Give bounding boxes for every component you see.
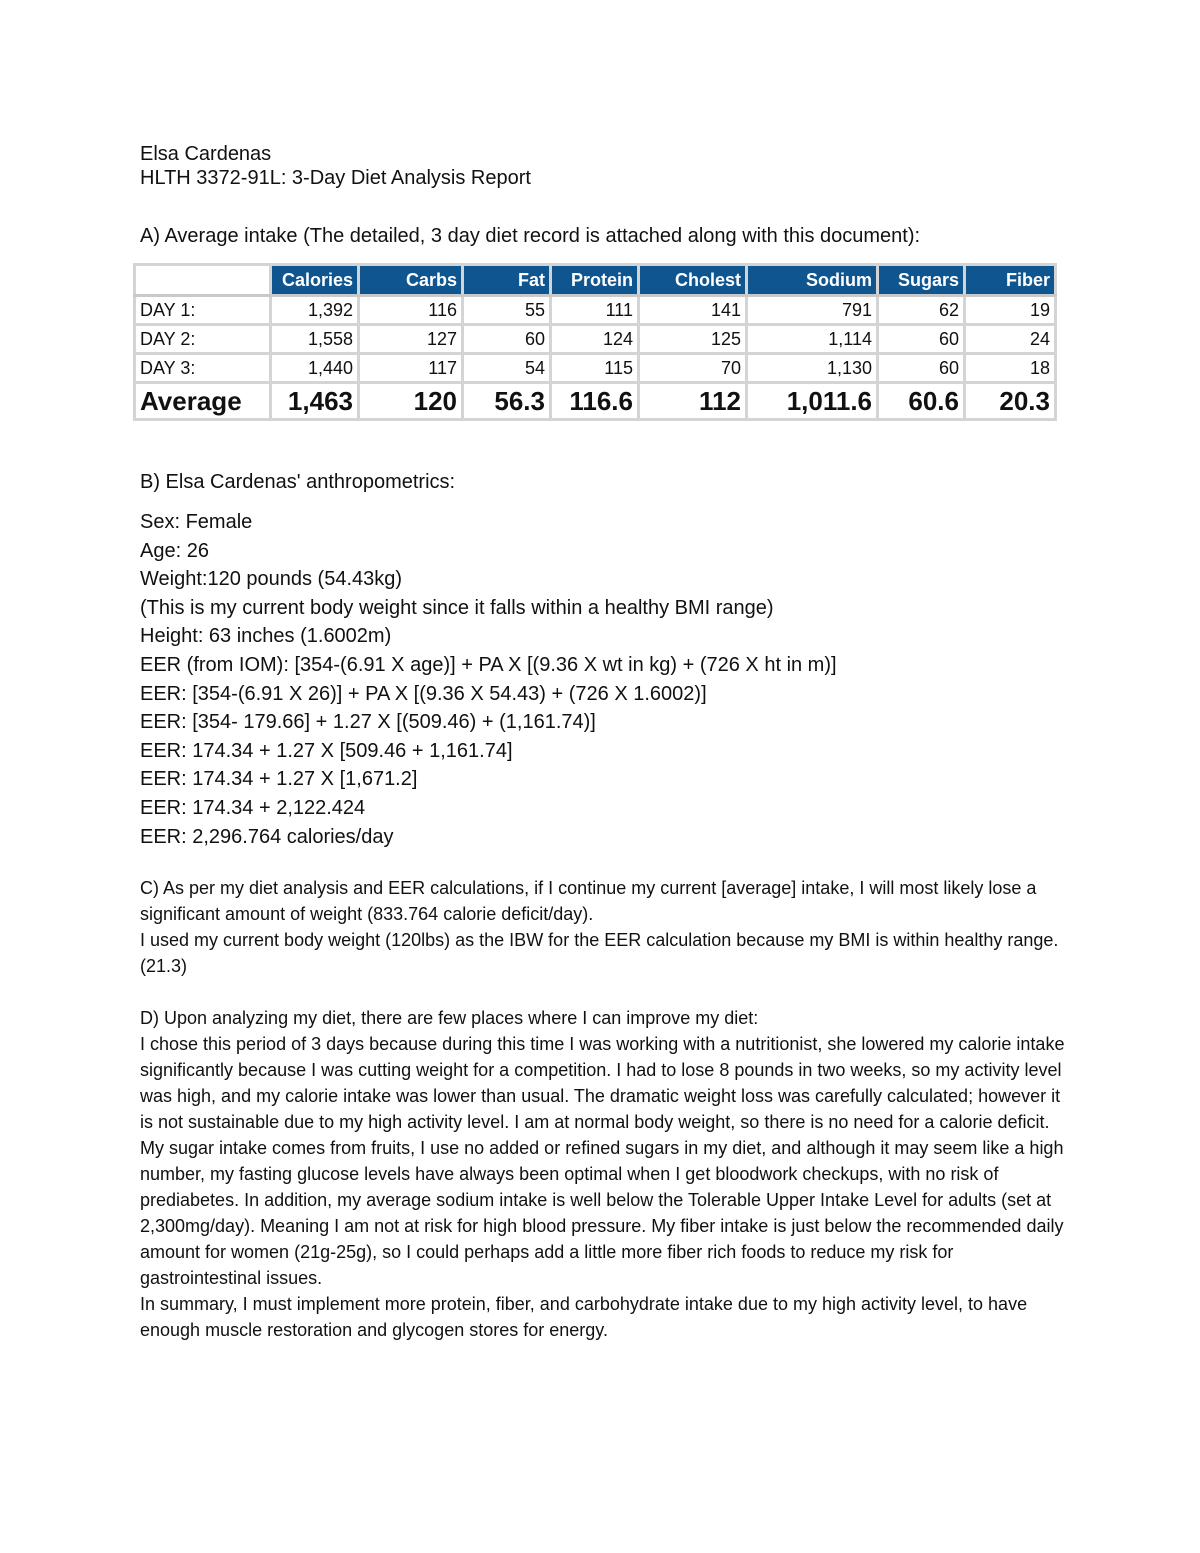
average-cell: 20.3 [965, 383, 1056, 420]
section-c [140, 875, 1070, 979]
section-d [140, 1005, 1070, 1343]
table-cell: 125 [639, 325, 747, 354]
report-title: HLTH 3372-91L: 3-Day Diet Analysis Report [140, 167, 531, 189]
table-cell: 1,558 [271, 325, 359, 354]
row-label: DAY 2: [135, 325, 271, 354]
table-cell: 124 [551, 325, 639, 354]
anthro-line: EER: 2,296.764 calories/day [140, 825, 394, 848]
diet-intake-table [133, 263, 1057, 421]
average-cell: 56.3 [463, 383, 551, 420]
table-cell: 54 [463, 354, 551, 383]
table-cell: 117 [359, 354, 463, 383]
section-c-paragraph: I used my current body weight (120lbs) as the IBW for the EER calculation because my BMI is within healthy range. (21.3) [140, 930, 1059, 976]
table-cell: 1,130 [747, 354, 878, 383]
table-corner-cell [135, 265, 271, 296]
table-cell: 18 [965, 354, 1056, 383]
column-header: Sodium [747, 265, 878, 296]
table-cell: 1,114 [747, 325, 878, 354]
average-cell: 1,011.6 [747, 383, 878, 420]
column-header: Calories [271, 265, 359, 296]
column-header: Fat [463, 265, 551, 296]
table-cell: 1,440 [271, 354, 359, 383]
table-row [135, 296, 1056, 325]
section-d-summary: In summary, I must implement more protein, fiber, and carbohydrate intake due to my high activity level, to have enough muscle restoration and glycogen stores for energy. [140, 1294, 1028, 1340]
anthro-line: EER: 174.34 + 1.27 X [1,671.2] [140, 768, 418, 791]
author-name: Elsa Cardenas [140, 143, 272, 165]
average-cell: 116.6 [551, 383, 639, 420]
table-cell: 111 [551, 296, 639, 325]
table-cell: 24 [965, 325, 1056, 354]
table-row [135, 325, 1056, 354]
section-b-heading: B) Elsa Cardenas' anthropometrics: [140, 471, 456, 493]
column-header: Protein [551, 265, 639, 296]
section-c-paragraph: C) As per my diet analysis and EER calculations, if I continue my current [average] intake, I will most likely lose a significant amount of weight (833.764 calorie deficit/day). [140, 878, 1037, 924]
table-cell: 127 [359, 325, 463, 354]
table-cell: 1,392 [271, 296, 359, 325]
section-a-heading: A) Average intake (The detailed, 3 day diet record is attached along with this document): [140, 225, 921, 247]
row-label: DAY 1: [135, 296, 271, 325]
table-cell: 791 [747, 296, 878, 325]
table-cell: 115 [551, 354, 639, 383]
anthro-line: Sex: Female [140, 511, 253, 533]
table-cell: 19 [965, 296, 1056, 325]
table-row [135, 354, 1056, 383]
anthro-line: EER (from IOM): [354-(6.91 X age)] + PA X [(9.36 X wt in kg) + (726 X ht in m)] [140, 653, 837, 676]
anthro-line: EER: [354- 179.66] + 1.27 X [(509.46) + (1,161.74)] [140, 711, 596, 734]
anthro-line: (This is my current body weight since it falls within a healthy BMI range) [140, 596, 774, 619]
anthro-line: EER: 174.34 + 1.27 X [509.46 + 1,161.74] [140, 739, 513, 762]
column-header: Sugars [878, 265, 965, 296]
anthro-line: Weight:120 pounds (54.43kg) [140, 568, 403, 591]
average-cell: 60.6 [878, 383, 965, 420]
column-header: Cholest [639, 265, 747, 296]
average-cell: 1,463 [271, 383, 359, 420]
section-d-heading: D) Upon analyzing my diet, there are few places where I can improve my diet: [140, 1008, 759, 1028]
anthro-line: Height: 63 inches (1.6002m) [140, 625, 392, 648]
row-label: Average [135, 383, 271, 420]
table-cell: 60 [463, 325, 551, 354]
table-cell: 60 [878, 354, 965, 383]
column-header: Carbs [359, 265, 463, 296]
anthro-line: EER: 174.34 + 2,122.424 [140, 796, 366, 819]
table-cell: 55 [463, 296, 551, 325]
table-cell: 116 [359, 296, 463, 325]
table-cell: 60 [878, 325, 965, 354]
average-row [135, 383, 1056, 420]
table-cell: 70 [639, 354, 747, 383]
section-d-paragraph: I chose this period of 3 days because during this time I was working with a nutritionist, she lowered my calorie intake significantly because I was cutting weight for a competition. I had to lose 8 pounds in two weeks, so my activity level was high, and my calorie intake was lower than usual. The dramatic weight loss was carefully calculated; however it is not sustainable due to my high activity level. I am at normal body weight, so there is no need for a calorie deficit. My sugar intake comes from fruits, I use no added or refined sugars in my diet, and although it may seem like a high number, my fasting glucose levels have always been optimal when I get bloodwork checkups, with no risk of prediabetes. In addition, my average sodium intake is well below the Tolerable Upper Intake Level for adults (set at 2,300mg/day). Meaning I am not at risk for high blood pressure. My fiber intake is just below the recommended daily amount for women (21g-25g), so I could perhaps add a little more fiber rich foods to reduce my risk for gastrointestinal issues. [140, 1034, 1065, 1288]
anthro-line: EER: [354-(6.91 X 26)] + PA X [(9.36 X 54.43) + (726 X 1.6002)] [140, 682, 707, 705]
table-cell: 141 [639, 296, 747, 325]
anthro-line: Age: 26 [140, 539, 209, 562]
anthropometrics-list [140, 508, 1070, 851]
column-header: Fiber [965, 265, 1056, 296]
table-header-row [135, 265, 1056, 296]
average-cell: 120 [359, 383, 463, 420]
table-cell: 62 [878, 296, 965, 325]
row-label: DAY 3: [135, 354, 271, 383]
average-cell: 112 [639, 383, 747, 420]
